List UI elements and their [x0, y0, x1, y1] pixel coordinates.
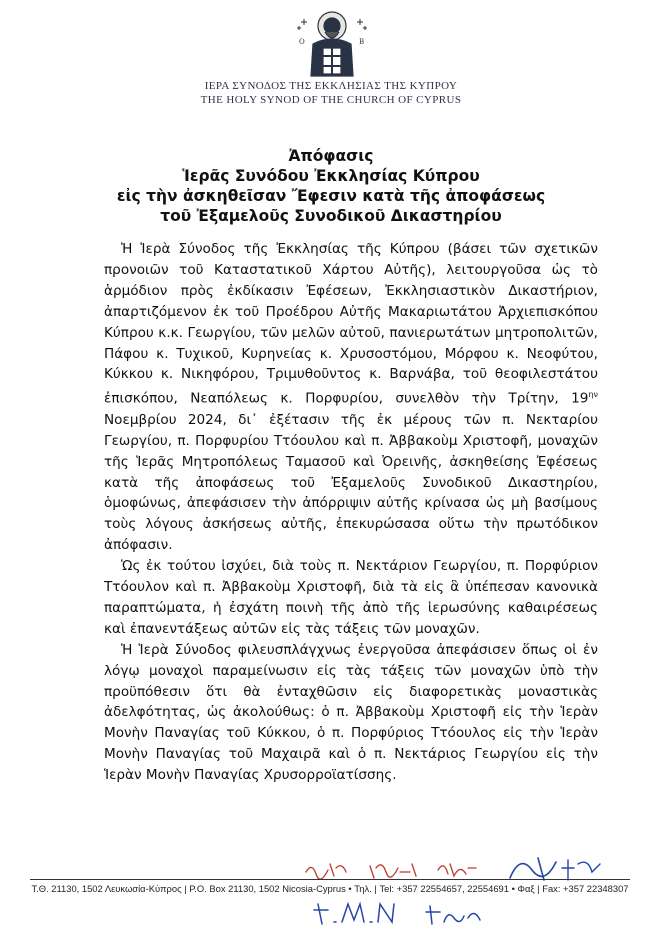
svg-text:Β: Β: [359, 38, 365, 46]
paragraph-3: Ἡ Ἱερὰ Σύνοδος φιλευσπλάγχνως ἐνεργοῦσα ἀπεφάσισεν ὅπως οἱ ἐν λόγῳ μοναχοὶ παραμείνωσιν εἰς τὰς τάξεις τῶν μοναχῶν ὑπὸ τὴν προϋπόθεσιν ὅτι θὰ ἐνταχθῶσιν εἰς διαφορετικὰς μοναστικὰς ἀδελφότητας, ὡς ἀκολούθως: ὁ π. Ἀββακοὺμ Χριστοφῆ εἰς τὴν Ἱερὰν Μονὴν Παναγίας τοῦ Κύκκου, ὁ π. Πορφύριος Ττόουλος εἰς τὴν Ἱερὰν Μονὴν Παναγίας τοῦ Μαχαιρᾶ καὶ ὁ π. Νεκτάριος Γεωργίου εἰς τὴν Ἱερὰν Μονὴν Παναγίας Χρυσορροϊατίσσης.: [104, 641, 598, 784]
footer-divider: [30, 879, 630, 880]
title-line-2: Ἱερᾶς Συνόδου Ἐκκλησίας Κύπρου: [182, 167, 480, 185]
footer-address: Τ.Θ. 21130, 1502 Λευκωσία-Κύπρος | P.O. Box 21130, 1502 Nicosia-Cyprus • Τηλ. | Tel: +357 22554657, 22554691 • Φαξ | Fax: +357 22348307: [31, 883, 629, 894]
saint-crest-icon: [287, 4, 377, 84]
paragraph-1-continued: Νοεμβρίου 2024, δι᾽ ἐξέτασιν τῆς ἐκ μέρους τῶν π. Νεκταρίου Γεωργίου, π. Πορφυρίου Ττόουλου καὶ π. Ἀββακοὺμ Χριστοφῆ, μοναχῶν τῆς Ἱερᾶς Μητροπόλεως Ταμασοῦ καὶ Ὀρεινῆς, ἀσκηθείσης Ἐφέσεως κατὰ τῆς ἀποφάσεως τοῦ Ἐξαμελοῦς Συνοδικοῦ Δικαστηρίου, ὁμοφώνως, ἀπεφάσισεν τὴν ἀπόρριψιν αὐτῆς κρίνασα ὡς μὴ βασίμους τοὺς λόγους ἀσκήσεως αὐτῆς, ἐπεκυρώσασα οὕτω τὴν πρωτόδικον ἀπόφασιν.: [104, 411, 598, 554]
paragraph-1-text: Ἡ Ἱερὰ Σύνοδος τῆς Ἐκκλησίας τῆς Κύπρου (βάσει τῶν σχετικῶν προνοιῶν τοῦ Καταστατικοῦ Χάρτου Αὐτῆς), λειτουργοῦσα ὡς τὸ ἁρμόδιον πρὸς ἐκδίκασιν Ἐφέσεων, Ἐκκλησιαστικὸν Δικαστήριον, ἀπαρτιζόμενον ἐκ τοῦ Προέδρου Αὐτῆς Μακαριωτάτου Ἀρχιεπισκόπου Κύπρου κ.κ. Γεωργίου, τῶν μελῶν αὐτοῦ, πανιερωτάτων μητροπολιτῶν, Πάφου κ. Τυχικοῦ, Κυρηνείας κ. Χρυσοστόμου, Μόρφου κ. Νεοφύτου, Κύκκου κ. Νικηφόρου, Τριμυθοῦντος κ. Βαρνάβα, τοῦ θεοφιλεστάτου ἐπισκόπου, Νεαπόλεως κ. Πορφυρίου, συνελθὸν τὴν Τρίτην, 19: [104, 241, 598, 407]
document-title: [0, 146, 662, 226]
document-body: [104, 239, 598, 786]
org-name-greek: ΙΕΡΑ ΣΥΝΟΔΟΣ ΤΗΣ ΕΚΚΛΗΣΙΑΣ ΤΗΣ ΚΥΠΡΟΥ: [204, 80, 458, 92]
signatures-row-2: [300, 896, 500, 930]
title-line-3: εἰς τὴν ἀσκηθεῖσαν Ἔφεσιν κατὰ τῆς ἀποφάσεως: [116, 187, 546, 205]
title-line-4: τοῦ Ἐξαμελοῦς Συνοδικοῦ Δικαστηρίου: [160, 207, 502, 225]
org-name-english: THE HOLY SYNOD OF THE CHURCH OF CYPRUS: [200, 94, 462, 106]
paragraph-2: Ὡς ἐκ τούτου ἰσχύει, διὰ τοὺς π. Νεκτάριον Γεωργίου, π. Πορφύριον Ττόουλον καὶ π. Ἀββακοὺμ Χριστοφῆ, διὰ τὰ εἰς ἃ ὑπέπεσαν κανονικὰ παραπτώματα, ἡ ἐσχάτη ποινὴ τῆς ἀπὸ τῆς ἱερωσύνης καθαιρέσεως καὶ ἐπανεντάξεως αὐτῶν εἰς τὰς τάξεις τῶν μοναχῶν.: [104, 558, 598, 637]
paragraph-1: [104, 239, 598, 556]
ordinal-superscript: ην: [588, 390, 598, 400]
svg-text:Ο: Ο: [299, 38, 305, 46]
title-line-1: Ἀπόφασις: [288, 147, 374, 165]
